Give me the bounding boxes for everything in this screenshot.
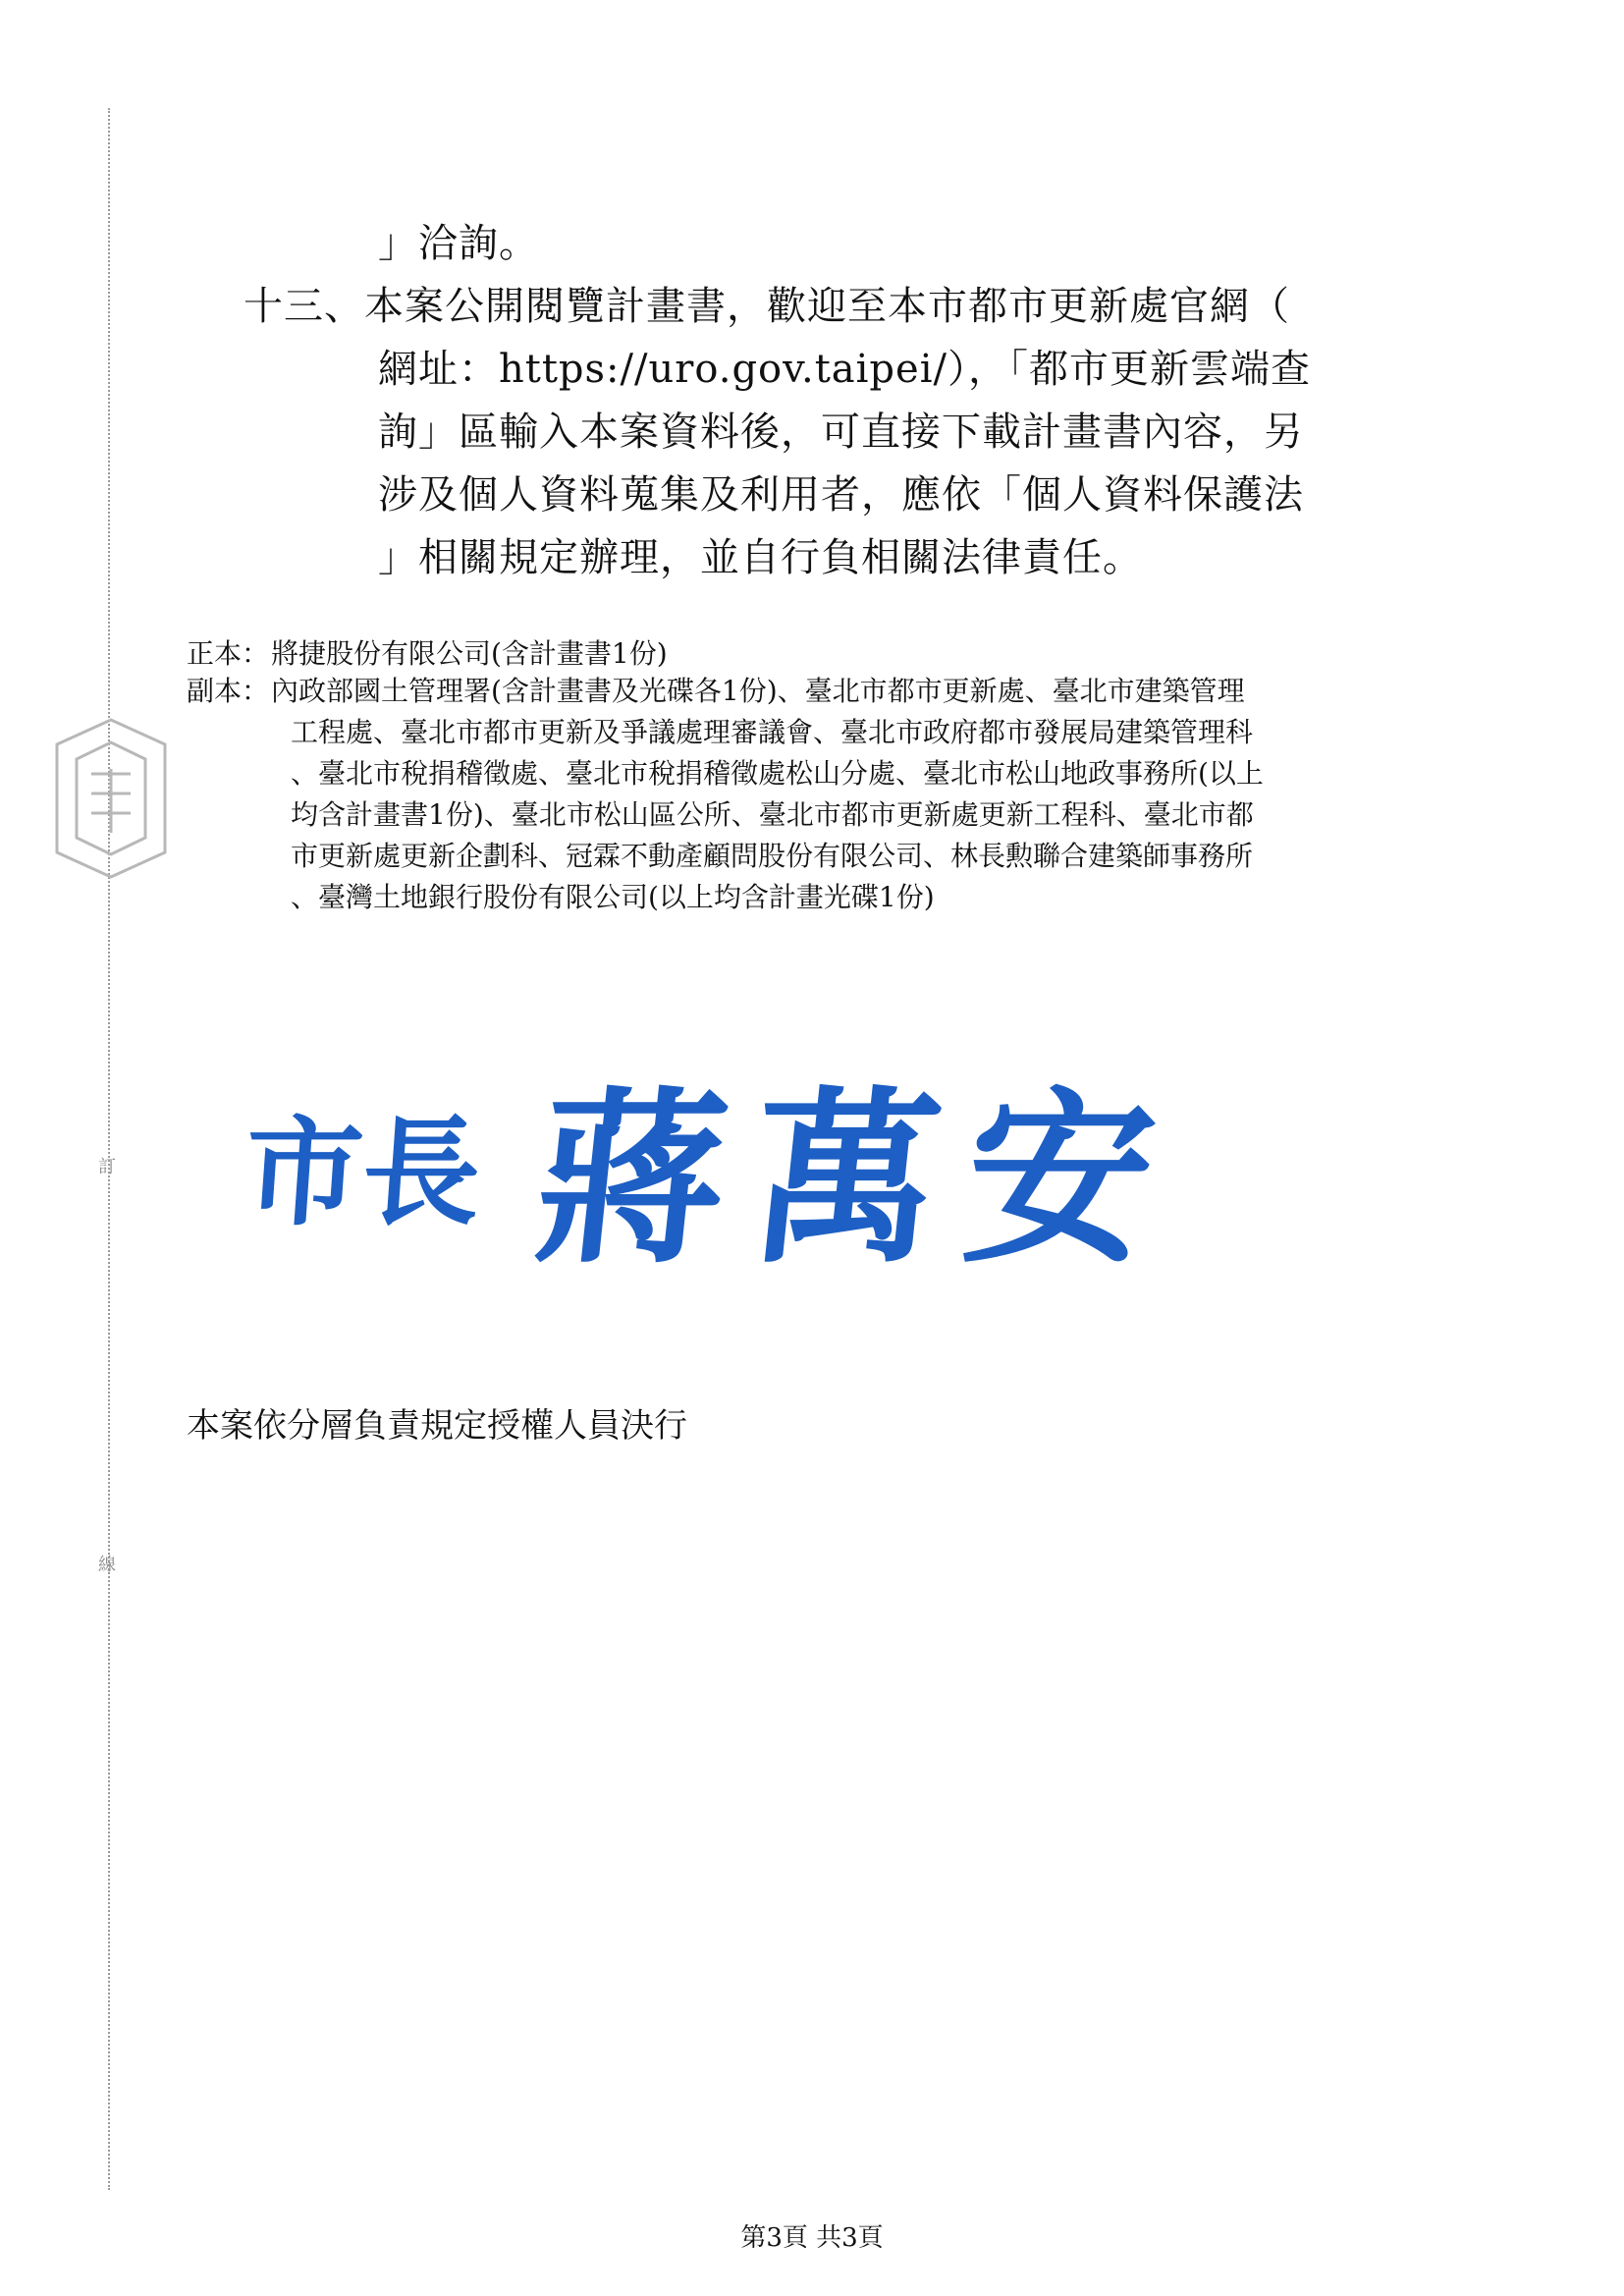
main-recipient-label: 正本： [187,637,270,670]
seal-lettering [240,1016,1326,1311]
article-line: 十三、本案公開閱覽計畫書，歡迎至本市都市更新處官網（ [244,284,1290,329]
page-footer: 第3頁 共3頁 [740,2223,884,2253]
copy-recipient-line: 工程處、臺北市都市更新及爭議處理審議會、臺北市政府都市發展局建築管理科 [291,716,1254,748]
article-line: 」相關規定辦理，並自行負相關法律責任。 [378,535,1143,580]
article-line: 涉及個人資料蒐集及利用者，應依「個人資料保護法 [378,472,1304,518]
binding-mark-xian: 線 [98,1555,116,1575]
copy-recipient-label: 副本： [187,675,270,707]
article-line: 詢」區輸入本案資料後，可直接下載計畫書內容，另 [378,410,1304,455]
copy-recipient-line: 市更新處更新企劃科、冠霖不動產顧問股份有限公司、林長勲聯合建築師事務所 [291,840,1254,872]
main-recipient-text: 將捷股份有限公司(含計畫書1份) [271,637,668,670]
copy-recipient-line: 、臺灣土地銀行股份有限公司(以上均含計畫光碟1份) [291,881,935,913]
seal-name: 蔣萬安 [526,1068,1193,1288]
article-line: 」洽詢。 [378,221,539,266]
binding-mark-ding: 訂 [98,1157,116,1177]
mayor-seal [240,1016,1326,1311]
article-line: 網址：https://uro.gov.taipei/），「都市更新雲端查 [378,347,1311,392]
margin-stamp-icon [18,715,204,882]
seal-title: 市長 [240,1104,486,1242]
copy-recipient-line: 均含計畫書1份)、臺北市松山區公所、臺北市都市更新處更新工程科、臺北市都 [291,798,1254,831]
authorization-note: 本案依分層負責規定授權人員決行 [187,1406,687,1446]
copy-recipient-line: 內政部國土管理署(含計畫書及光碟各1份)、臺北市都市更新處、臺北市建築管理 [271,675,1245,707]
binding-line [108,108,110,2190]
copy-recipient-line: 、臺北市稅捐稽徵處、臺北市稅捐稽徵處松山分處、臺北市松山地政事務所(以上 [291,757,1264,790]
